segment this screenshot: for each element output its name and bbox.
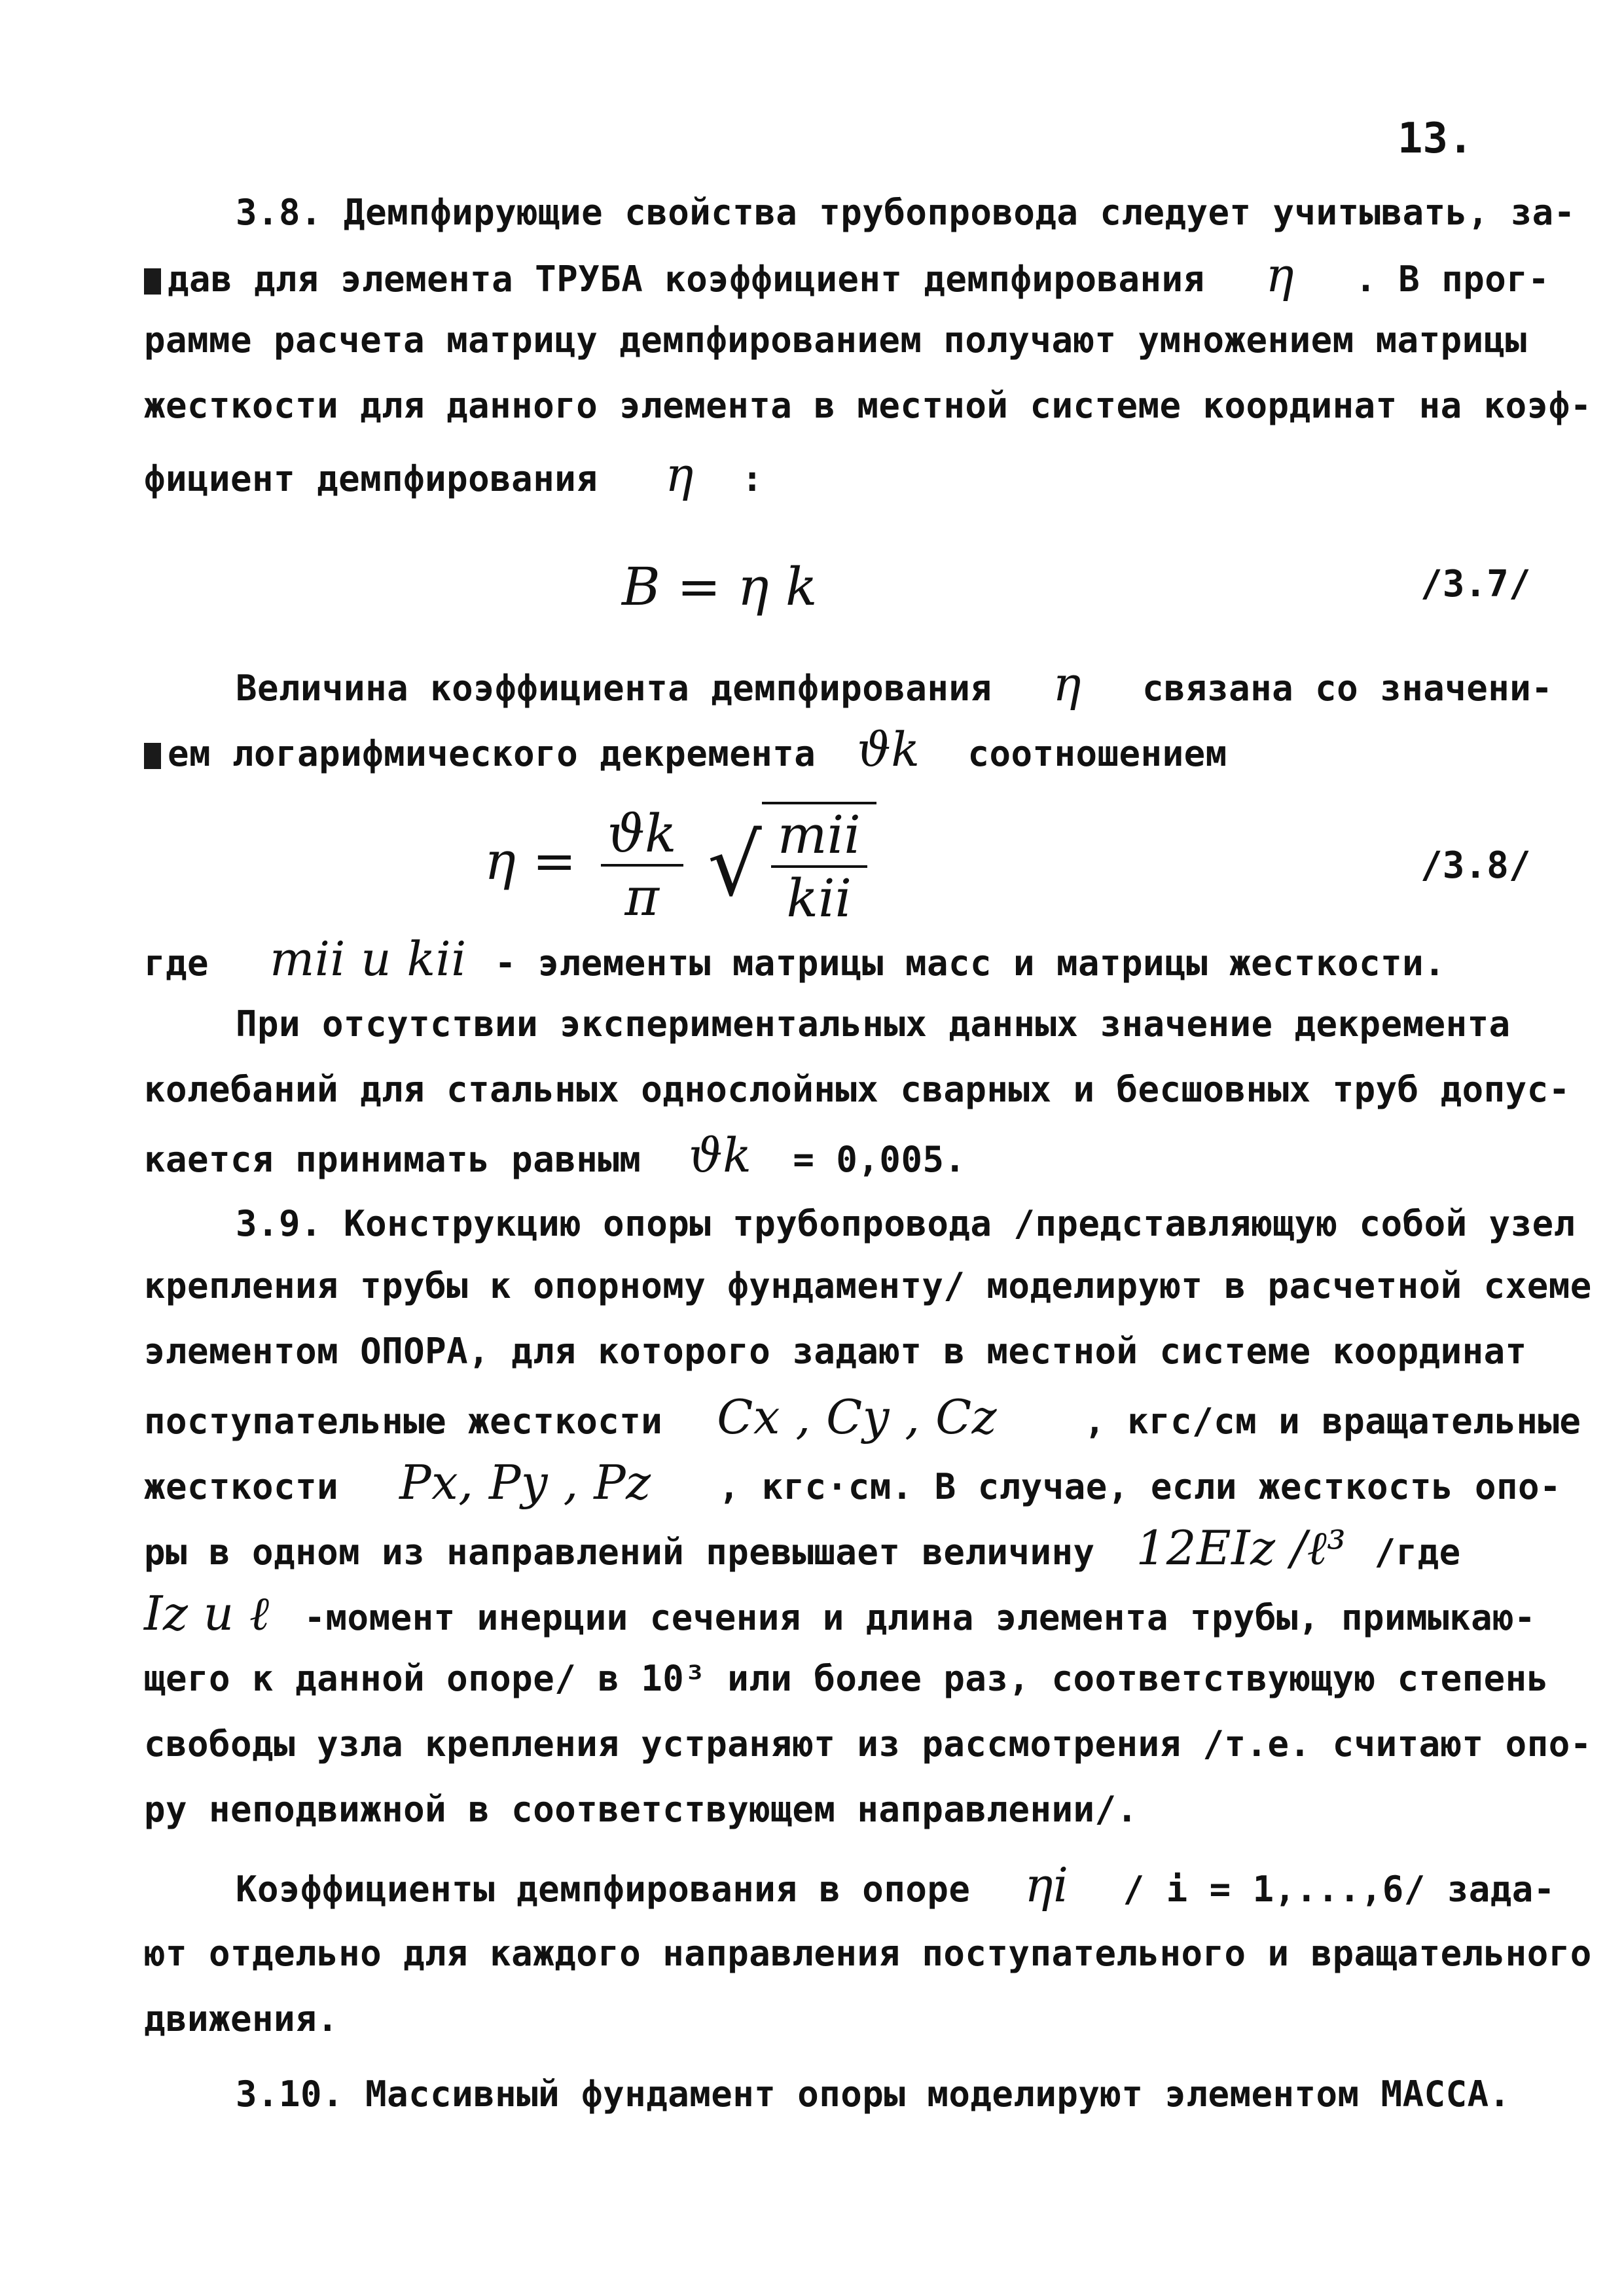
section-3-8-line-1: 3.8. Демпфирующие свойства трубопровода следует учитывать, за-: [236, 192, 1576, 233]
absence-para-line-1: При отсутствии экспериментальных данных значение декремента: [236, 1003, 1511, 1045]
text-span: связана со значени-: [1142, 668, 1553, 709]
text-span: поступательные жесткости: [144, 1401, 663, 1442]
section-3-9-line-8: щего к данной опоре/ в 10³ или более раз, соответствующую степень: [144, 1658, 1549, 1699]
text-span: где: [144, 942, 209, 984]
absence-para-line-2: колебаний для стальных однослойных сварных и бесшовных труб допус-: [144, 1069, 1570, 1110]
text-span: жесткости: [144, 1466, 339, 1507]
support-damping-line-1: [236, 1857, 1571, 1912]
absence-para-line-3: [144, 1128, 1479, 1183]
scan-blot: [144, 743, 161, 769]
text-span: дав для элемента ТРУБА коэффициент демпфирования: [168, 259, 1205, 300]
page-number: 13.: [1398, 115, 1473, 163]
text-span: соотношением: [967, 733, 1227, 774]
section-3-9-line-7: [144, 1586, 1536, 1641]
fraction-denominator: π: [624, 867, 659, 927]
text-span: ры в одном из направлений превышает величину: [144, 1532, 1095, 1573]
text-span: - элементы матрицы масс и матрицы жесткости.: [494, 942, 1446, 984]
m-k-symbols: mii и kii: [270, 931, 467, 986]
text-span: , кгс/см и вращательные: [1084, 1401, 1581, 1442]
theta-k-symbol: ϑk: [857, 722, 920, 777]
square-root: [708, 802, 876, 929]
where-line: [144, 931, 1479, 986]
section-3-9-line-9: свободы узла крепления устраняют из рассмотрения /т.е. считают опо-: [144, 1723, 1592, 1765]
scan-blot: [144, 268, 161, 295]
section-3-8-line-4: жесткости для данного элемента в местной системе координат на коэф-: [144, 385, 1592, 426]
equation-3-7: B = η k: [622, 556, 818, 617]
theta-k-symbol: ϑk: [689, 1128, 752, 1183]
text-span: , кгс·см. В случае, если жесткость опо-: [718, 1466, 1562, 1507]
eta-symbol: η: [665, 447, 694, 502]
section-3-9-line-2: крепления трубы к опорному фундаменту/ моделируют в расчетной схеме: [144, 1265, 1592, 1306]
section-3-9-line-3: элементом ОПОРА, для которого задают в местной системе координат: [144, 1331, 1527, 1372]
text-span: /где: [1374, 1532, 1461, 1573]
section-3-8-line-2: [144, 247, 1550, 302]
text-span: ем логарифмического декремента: [168, 733, 816, 774]
text-span: :: [741, 458, 763, 499]
equation-3-7-number: /3.7/: [1420, 563, 1531, 605]
section-3-9-line-4: [144, 1390, 1581, 1444]
section-3-9-line-5: [144, 1455, 1562, 1510]
p-stiffness-symbols: Px, Py , Pz: [399, 1455, 651, 1510]
support-damping-line-2: ют отдельно для каждого направления поступательного и вращательного: [144, 1933, 1592, 1974]
eta-para-line-2: [144, 722, 1479, 777]
support-damping-line-3: движения.: [144, 1998, 339, 2039]
radicand-fraction: [771, 804, 867, 929]
radical-sign-icon: √: [707, 816, 762, 915]
section-3-9-line-10: ру неподвижной в соответствующем направлении/.: [144, 1789, 1138, 1830]
section-3-10-line-1: 3.10. Массивный фундамент опоры моделируют элементом МАССА.: [236, 2073, 1511, 2115]
text-span: -момент инерции сечения и длина элемента трубы, примыкаю-: [304, 1597, 1536, 1638]
text-span: фициент демпфирования: [144, 458, 598, 499]
fraction: [601, 803, 683, 927]
section-3-9-line-6: [144, 1520, 1479, 1575]
eta-symbol: η: [1053, 656, 1082, 711]
section-3-8-line-3: рамме расчета матрицу демпфированием получают умножением матрицы: [144, 319, 1527, 361]
text-span: Коэффициенты демпфирования в опоре: [236, 1869, 971, 1910]
text-span: . В прог-: [1355, 259, 1550, 300]
text-span: / i = 1,...,6/ зада-: [1123, 1869, 1555, 1910]
equation-3-8: [484, 802, 876, 929]
radicand-numerator: mii: [771, 804, 867, 868]
stiffness-threshold-formula: 12EIz /ℓ³: [1136, 1520, 1346, 1575]
radicand: [762, 802, 876, 929]
c-stiffness-symbols: Cx , Cy , Cz: [717, 1390, 998, 1444]
eta-para-line-1: [236, 656, 1571, 711]
radicand-denominator: kii: [786, 868, 852, 929]
eta-symbol: η: [1265, 247, 1295, 302]
text-span: Величина коэффициента демпфирования: [236, 668, 992, 709]
text-span: = 0,005.: [793, 1139, 966, 1180]
fraction-numerator: ϑk: [601, 803, 683, 867]
section-3-8-line-5: [144, 447, 1479, 502]
equation-lhs: η =: [484, 831, 577, 891]
equation-3-8-number: /3.8/: [1420, 844, 1531, 887]
text-span: кается принимать равным: [144, 1139, 641, 1180]
section-3-9-line-1: 3.9. Конструкцию опоры трубопровода /представляющую собой узел: [236, 1203, 1576, 1244]
eta-i-symbol: ηi: [1024, 1857, 1069, 1912]
iz-l-symbols: Iz и ℓ: [144, 1586, 270, 1641]
